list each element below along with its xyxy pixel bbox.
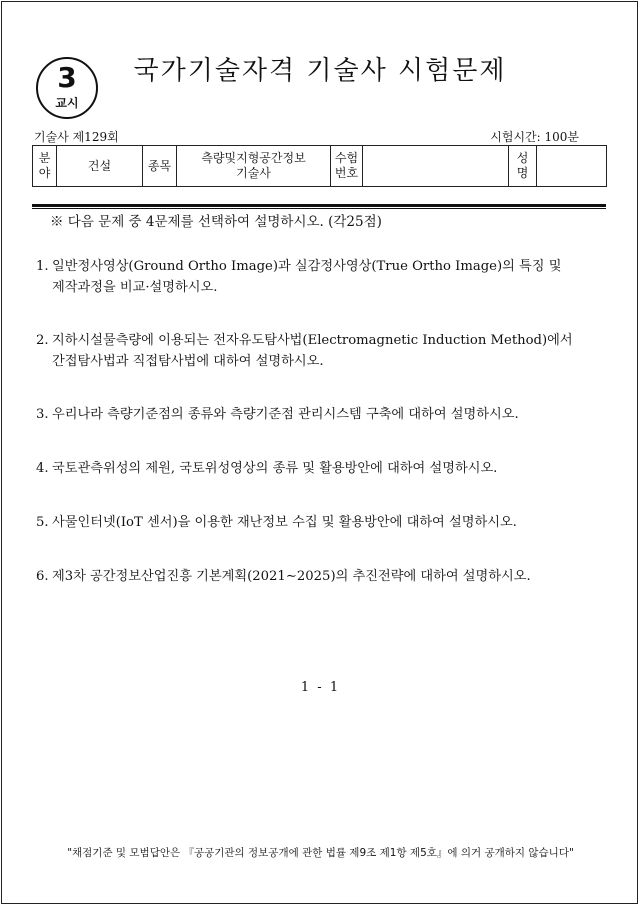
question-number: 4. xyxy=(36,461,49,476)
category-value-line2: 기술사 xyxy=(236,166,271,180)
exam-number-label-top: 수험 xyxy=(334,151,359,165)
question-text-line: 제작과정을 비교·설명하시오. xyxy=(52,280,218,295)
field-label-top: 분 xyxy=(38,151,51,165)
question-text-line: 지하시설물측량에 이용되는 전자유도탐사법(Electromagnetic Induction Method)에서 xyxy=(52,333,573,348)
category-value-line1: 측량및지형공간정보 xyxy=(201,151,306,165)
field-value: 건설 xyxy=(57,146,143,187)
question-text-line: 사물인터넷(IoT 센서)을 이용한 재난정보 수집 및 활용방안에 대하여 설명하시오. xyxy=(52,515,517,530)
instruction-text: ※ 다음 문제 중 4문제를 선택하여 설명하시오. (각25점) xyxy=(50,214,382,230)
exam-round: 기술사 제129회 xyxy=(34,130,119,144)
question-text-line: 일반정사영상(Ground Ortho Image)과 실감정사영상(True Ortho Image)의 특징 및 xyxy=(52,259,562,274)
period-label: 교시 xyxy=(55,96,79,110)
footer-note: "채점기준 및 모범답안은 『공공기관의 정보공개에 관한 법률 제9조 제1항 제5호』에 의거 공개하지 않습니다" xyxy=(67,847,574,859)
field-label xyxy=(33,146,57,187)
question-number: 2. xyxy=(36,333,49,348)
question-number: 6. xyxy=(36,569,49,584)
exam-number-label xyxy=(331,146,363,187)
header-divider-thin xyxy=(32,208,606,209)
exam-number-label-bottom: 번호 xyxy=(334,166,359,180)
question-number: 3. xyxy=(36,407,49,422)
question-number: 5. xyxy=(36,515,49,530)
question-text-line: 간접탐사법과 직접탐사법에 대하여 설명하시오. xyxy=(52,354,324,369)
exam-number-field[interactable] xyxy=(363,146,509,187)
question-text-line: 우리나라 측량기준점의 종류와 측량기준점 관리시스템 구축에 대하여 설명하시오. xyxy=(52,407,519,422)
question-number: 1. xyxy=(36,259,49,274)
question-text-line: 국토관측위성의 제원, 국토위성영상의 종류 및 활용방안에 대하여 설명하시오. xyxy=(52,461,498,476)
header-divider-thick xyxy=(32,204,606,207)
name-label xyxy=(509,146,537,187)
period-badge xyxy=(36,57,98,119)
exam-info-table xyxy=(32,145,607,187)
period-number: 3 xyxy=(57,61,77,94)
page-number: 1 - 1 xyxy=(300,680,341,695)
category-label: 종목 xyxy=(143,146,177,187)
name-label-top: 성 xyxy=(516,151,529,165)
field-label-bottom: 야 xyxy=(38,166,51,180)
category-value xyxy=(177,146,331,187)
exam-title: 국가기술자격 기술사 시험문제 xyxy=(133,56,507,86)
exam-time: 시험시간: 100분 xyxy=(490,130,579,144)
name-field[interactable] xyxy=(537,146,607,187)
name-label-bottom: 명 xyxy=(516,166,529,180)
question-text-line: 제3차 공간정보산업진흥 기본계획(2021∼2025)의 추진전략에 대하여 설명하시오. xyxy=(52,569,531,584)
